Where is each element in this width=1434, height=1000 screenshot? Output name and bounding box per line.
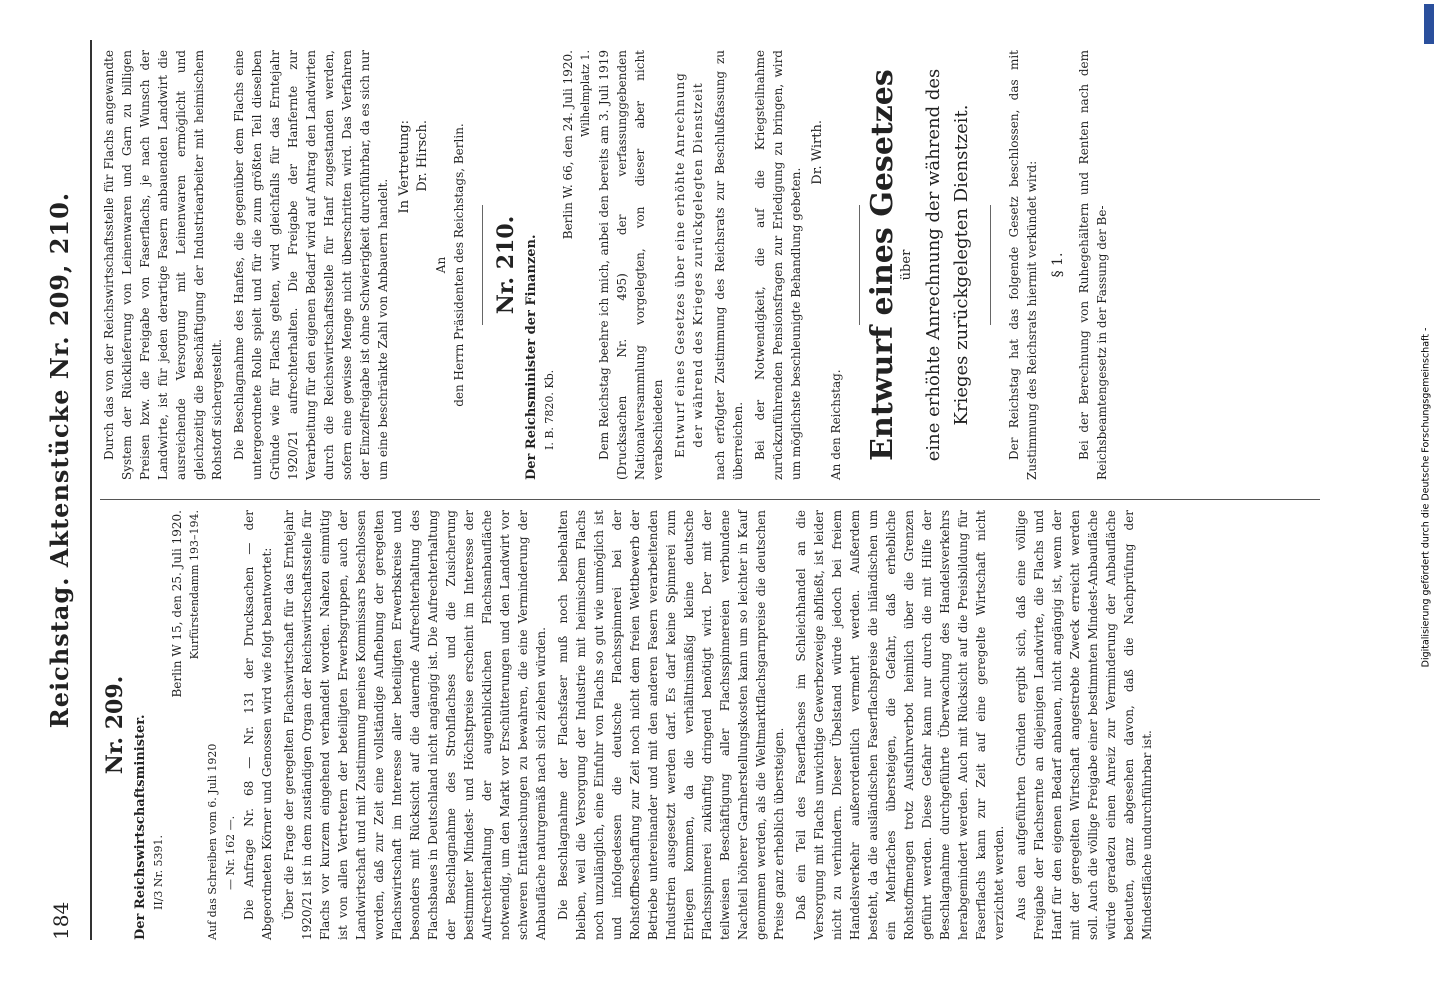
paragraph: nach erfolgter Zustimmung des Reichsrats zur Beschlußfassung zu überreichen. bbox=[713, 50, 745, 480]
digitization-credit bbox=[1418, 0, 1434, 1000]
intro-paragraph: Die Anfrage Nr. 68 — Nr. 131 der Drucksachen — der Abgeordneten Körner und Genossen wird wie folgt beantwortet: bbox=[242, 510, 274, 940]
letter-no: — Nr. 162 —. bbox=[224, 815, 237, 890]
right-column bbox=[100, 50, 1115, 480]
left-column bbox=[100, 510, 1160, 940]
place-date-210: Berlin W. 66, den 24. Juli 1920. bbox=[561, 50, 575, 240]
signature-hirsch: Dr. Hirsch. bbox=[415, 120, 430, 192]
street-210: Wilhelmplatz 1. bbox=[579, 50, 592, 138]
separator bbox=[482, 205, 483, 325]
paragraph: Daß ein Teil des Faserflachses im Schleichhandel an die Versorgung mit Flachs unwichtige Gewerbezweige abfließt, ist leider nicht zu verhindern. Dieser Übelstand würde jedoch bei freiem Handelsverkehr außerordentlich vermehrt werden. Außerdem besteht, da die ausländischen Faserflachspreise die inländischen um ein Mehrfaches übersteigen, die Gefahr, daß erhebliche Rohstoffmengen trotz Ausfuhrverbot heimlich über die Grenzen geführt werden. Diese Gefahr kann nur durch die mit Hilfe der Beschlagnahme durchgeführte Überwachung des Handelsverkehrs herabgemindert werden. Auch mit Rücksicht auf die Preisbildung für Faserflachs kann zur Zeit auf eine geregelte Wirtschaft nicht verzichtet werden. bbox=[794, 510, 1006, 940]
place-date-209: Berlin W 15, den 25. Juli 1920. bbox=[170, 510, 184, 698]
header-title: Reichstag. Aktenstücke Nr. 209, 210. bbox=[45, 191, 74, 729]
deputy-line: In Vertretung: bbox=[397, 120, 412, 214]
bill-ueber: über bbox=[899, 249, 914, 281]
address-reichstag: An den Reichstag. bbox=[829, 369, 843, 480]
reference-209: II/3 Nr. 5391. bbox=[152, 834, 165, 910]
bill-subtitle: eine erhöhte Anrechnung der während des Krieges zurückgelegten Dienstzeit. bbox=[923, 68, 972, 462]
signature-wirth: Dr. Wirth. bbox=[810, 120, 825, 185]
running-header bbox=[45, 40, 85, 940]
separator bbox=[859, 205, 860, 325]
doc-209-heading: Nr. 209. bbox=[102, 675, 128, 775]
paragraph: Die Beschlagnahme der Flachsfaser muß noch beibehalten bleiben, weil die Versorgung der Industrie mit heimischem Flachs noch unzulänglich, eine Einfuhr von Flachs so gut wie unmöglich ist und infolgedessen die deutsche Flachsspinnerei bei der Rohstoffbeschaffung zur Zeit noch nicht dem freien Wettbewerb der Betriebe untereinander und mit den anderen Fasern verarbeitenden Industrien ausgesetzt werden darf. Es darf keine Spinnerei zum Erliegen kommen, da die verhältnismäßig kleine deutsche Flachsspinnerei zukünftig dringend benötigt wird. Der mit der teilweisen Beschäftigung aller Flachsspinnereien verbundene Nachteil höherer Garnherstellungskosten kann um so leichter in Kauf genommen werden, als die Weltmarktflachsgarnpreise die deutschen Preise ganz erheblich übersteigen. bbox=[556, 510, 786, 940]
street-209: Kurfürstendamm 193–194. bbox=[188, 510, 201, 660]
paragraph: Durch das von der Reichswirtschaftsstelle für Flachs angewandte System der Rücklieferung von Leinenwaren und Garn zu billigen Preisen bzw. die Freigabe von Faserflachs, je nach Wunsch der Landwirte, ist für jeden derartige Fasern anbauenden Landwirt die ausreichende Versorgung mit Leinenwaren ermöglicht und gleichzeitig die Beschäftigung der Industriearbeiter mit heimischem Rohstoff sichergestellt. bbox=[102, 50, 224, 480]
page-number: 184 bbox=[49, 901, 73, 940]
reference-210: I. B. 7820. Kb. bbox=[543, 369, 556, 450]
ministry-210: Der Reichsminister der Finanzen. bbox=[524, 234, 539, 480]
header-rule bbox=[90, 40, 92, 940]
doc-210-heading: Nr. 210. bbox=[493, 215, 519, 315]
paragraph: Dem Reichstag beehre ich mich, anbei den bereits am 3. Juli 1919 (Drucksachen Nr. 495) der verfassunggebenden Nationalversammlung vorgelegten, von dieser aber nicht verabschiedeten bbox=[597, 50, 665, 480]
paragraph: Bei der Notwendigkeit, die auf die Kriegsteilnahme zurückzuführenden Pensionsfragen zur Erledigung zu bringen, wird um möglichste beschleunigte Behandlung gebeten. bbox=[753, 50, 803, 480]
paragraph: Bei der Berechnung von Ruhegehältern und Renten nach dem Reichsbeamtengesetz in der Fassung der Be- bbox=[1077, 50, 1109, 480]
paragraph: Über die Frage der geregelten Flachswirtschaft für das Erntejahr 1920/21 ist in dem zuständigen Organ der Reichswirtschaftsstelle für Flachs vor kurzem eingehend verhandelt worden. Nahezu einmütig ist von allen Vertretern der beteiligten Erwerbsgruppen, auch der Landwirtschaft und mit Zustimmung meines Kommissars beschlossen worden, daß zur Zeit eine vollständige Aufhebung der geregelten Flachswirtschaft im Interesse aller beteiligten Erwerbskreise und besonders mit Rücksicht auf die dauernde Aufrechterhaltung des Flachsbaues in Deutschland nicht angängig ist. Die Aufrechterhaltung der Beschlagnahme des Strohflachses und die Zusicherung bestimmter Mindest- und Höchstpreise erscheint im Interesse der Aufrechterhaltung der augenblicklichen Flachsanbaufläche notwendig, um den Markt vor Erschütterungen und den Landwirt vor schweren Enttäuschungen zu bewahren, die eine Verminderung der Anbaufläche naturgemäß nach sich ziehen würden. bbox=[282, 510, 548, 940]
address-an: An bbox=[434, 256, 448, 274]
bill-title: Entwurf eines Gesetzes bbox=[865, 69, 900, 461]
bill-reference: Entwurf eines Gesetzes über eine erhöhte Anrechnung der während des Krieges zurückgelegten Dienstzeit bbox=[673, 72, 705, 458]
credit-text: Digitalisierung gefördert durch die Deutsche Forschungsgemeinschaft - bbox=[1420, 327, 1432, 668]
paragraph: Die Beschlagnahme des Hanfes, die gegenüber dem Flachs eine untergeordnete Rolle spielt und für die zum größten Teil dieselben Gründe wie für Flachs gelten, wird gleichfalls für das Erntejahr 1920/21 aufrechterhalten. Die Freigabe der Hanfernte zur Verarbeitung für den eigenen Bedarf wird auf Antrag den Landwirten durch die Reichswirtschaftsstelle für Hanf zugestanden werden, sofern eine gewisse Menge nicht überschritten wird. Das Verfahren der Einzelfreigabe ist ohne Schwierigkeit durchführbar, da es sich nur um eine beschränkte Zahl von Anbauern handelt. bbox=[232, 50, 390, 480]
column-divider bbox=[100, 499, 1320, 500]
ministry-209: Der Reichswirtschaftsminister. bbox=[133, 714, 148, 940]
separator bbox=[990, 205, 991, 325]
address-president: den Herrn Präsidenten des Reichstags, Berlin. bbox=[452, 123, 466, 407]
paragraph: Aus den aufgeführten Gründen ergibt sich, daß eine völlige Freigabe der Flachsernte an diejenigen Landwirte, die Flachs und Hanf für den eigenen Bedarf anbauen, nicht angängig ist, wenn der mit der geregelten Wirtschaft angestrebte Zweck erreicht werden soll. Auch die völlige Freigabe einer bestimmten Mindest-Anbaufläche würde geradezu einen Anreiz zur Verminderung der Anbaufläche bedeuten, ganz abgesehen davon, daß die Nachprüfung der Mindestfläche undurchführbar ist. bbox=[1014, 510, 1154, 940]
section-heading: § 1. bbox=[1050, 252, 1066, 278]
dfg-logo: DFG bbox=[1424, 4, 1434, 44]
paragraph: Der Reichstag hat das folgende Gesetz beschlossen, das mit Zustimmung des Reichsrats hiermit verkündet wird: bbox=[1007, 50, 1039, 480]
letter-ref: Auf das Schreiben vom 6. Juli 1920 bbox=[206, 743, 219, 940]
